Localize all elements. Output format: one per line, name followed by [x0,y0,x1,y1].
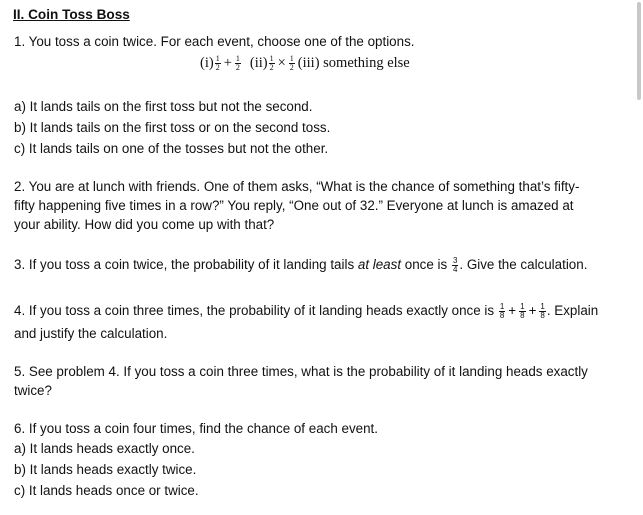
problem-3: 3. If you toss a coin twice, the probability of it landing tails at least once is $\frac{3}{4}$ . Give the calculation. [14,255,588,274]
problem-2-line-1: 2. You are at lunch with friends. One of them asks, “What is the chance of something that’s fifty- [14,179,580,194]
problem-1a: a) It lands tails on the first toss but not the second. [14,99,313,114]
fraction-one-half: $\frac{1}{2}$ [235,54,240,72]
fraction-one-half: $\frac{1}{2}$ [269,54,274,72]
option-i-label: (i) [200,55,214,71]
problem-4-line-1: 4. If you toss a coin three times, the probability of it landing heads exactly once is $\frac{1}{8}$ + $\frac{1}{8}$ + $\frac{1}{8}$ . Explain [14,301,599,320]
problem-1-prompt: 1. You toss a coin twice. For each event, choose one of the options. [14,34,415,49]
problem-6c: c) It lands heads once or twice. [14,483,199,498]
section-title: II. Coin Toss Boss [13,7,130,22]
fraction-one-eighth: $\frac{1}{8}$ [520,301,525,320]
vertical-scrollbar[interactable] [637,2,641,100]
fraction-three-quarters: $\frac{3}{4}$ [452,255,458,274]
problem-6a: a) It lands heads exactly once. [14,441,195,456]
problem-2-line-3: your ability. How did you come up with that? [14,217,275,232]
problem-6-prompt: 6. If you toss a coin four times, find the chance of each event. [14,421,378,436]
option-iii-label: (iii) something else [297,55,410,71]
problem-4-line-2: and justify the calculation. [14,326,168,341]
plus-sign: + [223,55,232,71]
times-sign: × [277,55,286,71]
problem-1b: b) It lands tails on the first toss or on the second toss. [14,120,331,135]
problem-1c: c) It lands tails on one of the tosses but not the other. [14,141,329,156]
problem-2-line-2: fifty happening five times in a row?” You reply, “One out of 32.” Everyone at lunch is amazed at [14,198,574,213]
problem-6b: b) It lands heads exactly twice. [14,462,197,477]
fraction-one-half: $\frac{1}{2}$ [289,54,294,72]
fraction-one-eighth: $\frac{1}{8}$ [499,301,505,320]
problem-5-line-1: 5. See problem 4. If you toss a coin three times, what is the probability of it landing heads exactly [14,364,588,379]
fraction-one-eighth: $\frac{1}{8}$ [540,301,545,320]
fraction-one-half: $\frac{1}{2}$ [215,54,220,72]
problem-1-options [200,55,410,72]
problem-5-line-2: twice? [14,383,52,398]
emphasis-at-least: at least [357,257,402,272]
option-ii-label: (ii) [249,55,268,71]
